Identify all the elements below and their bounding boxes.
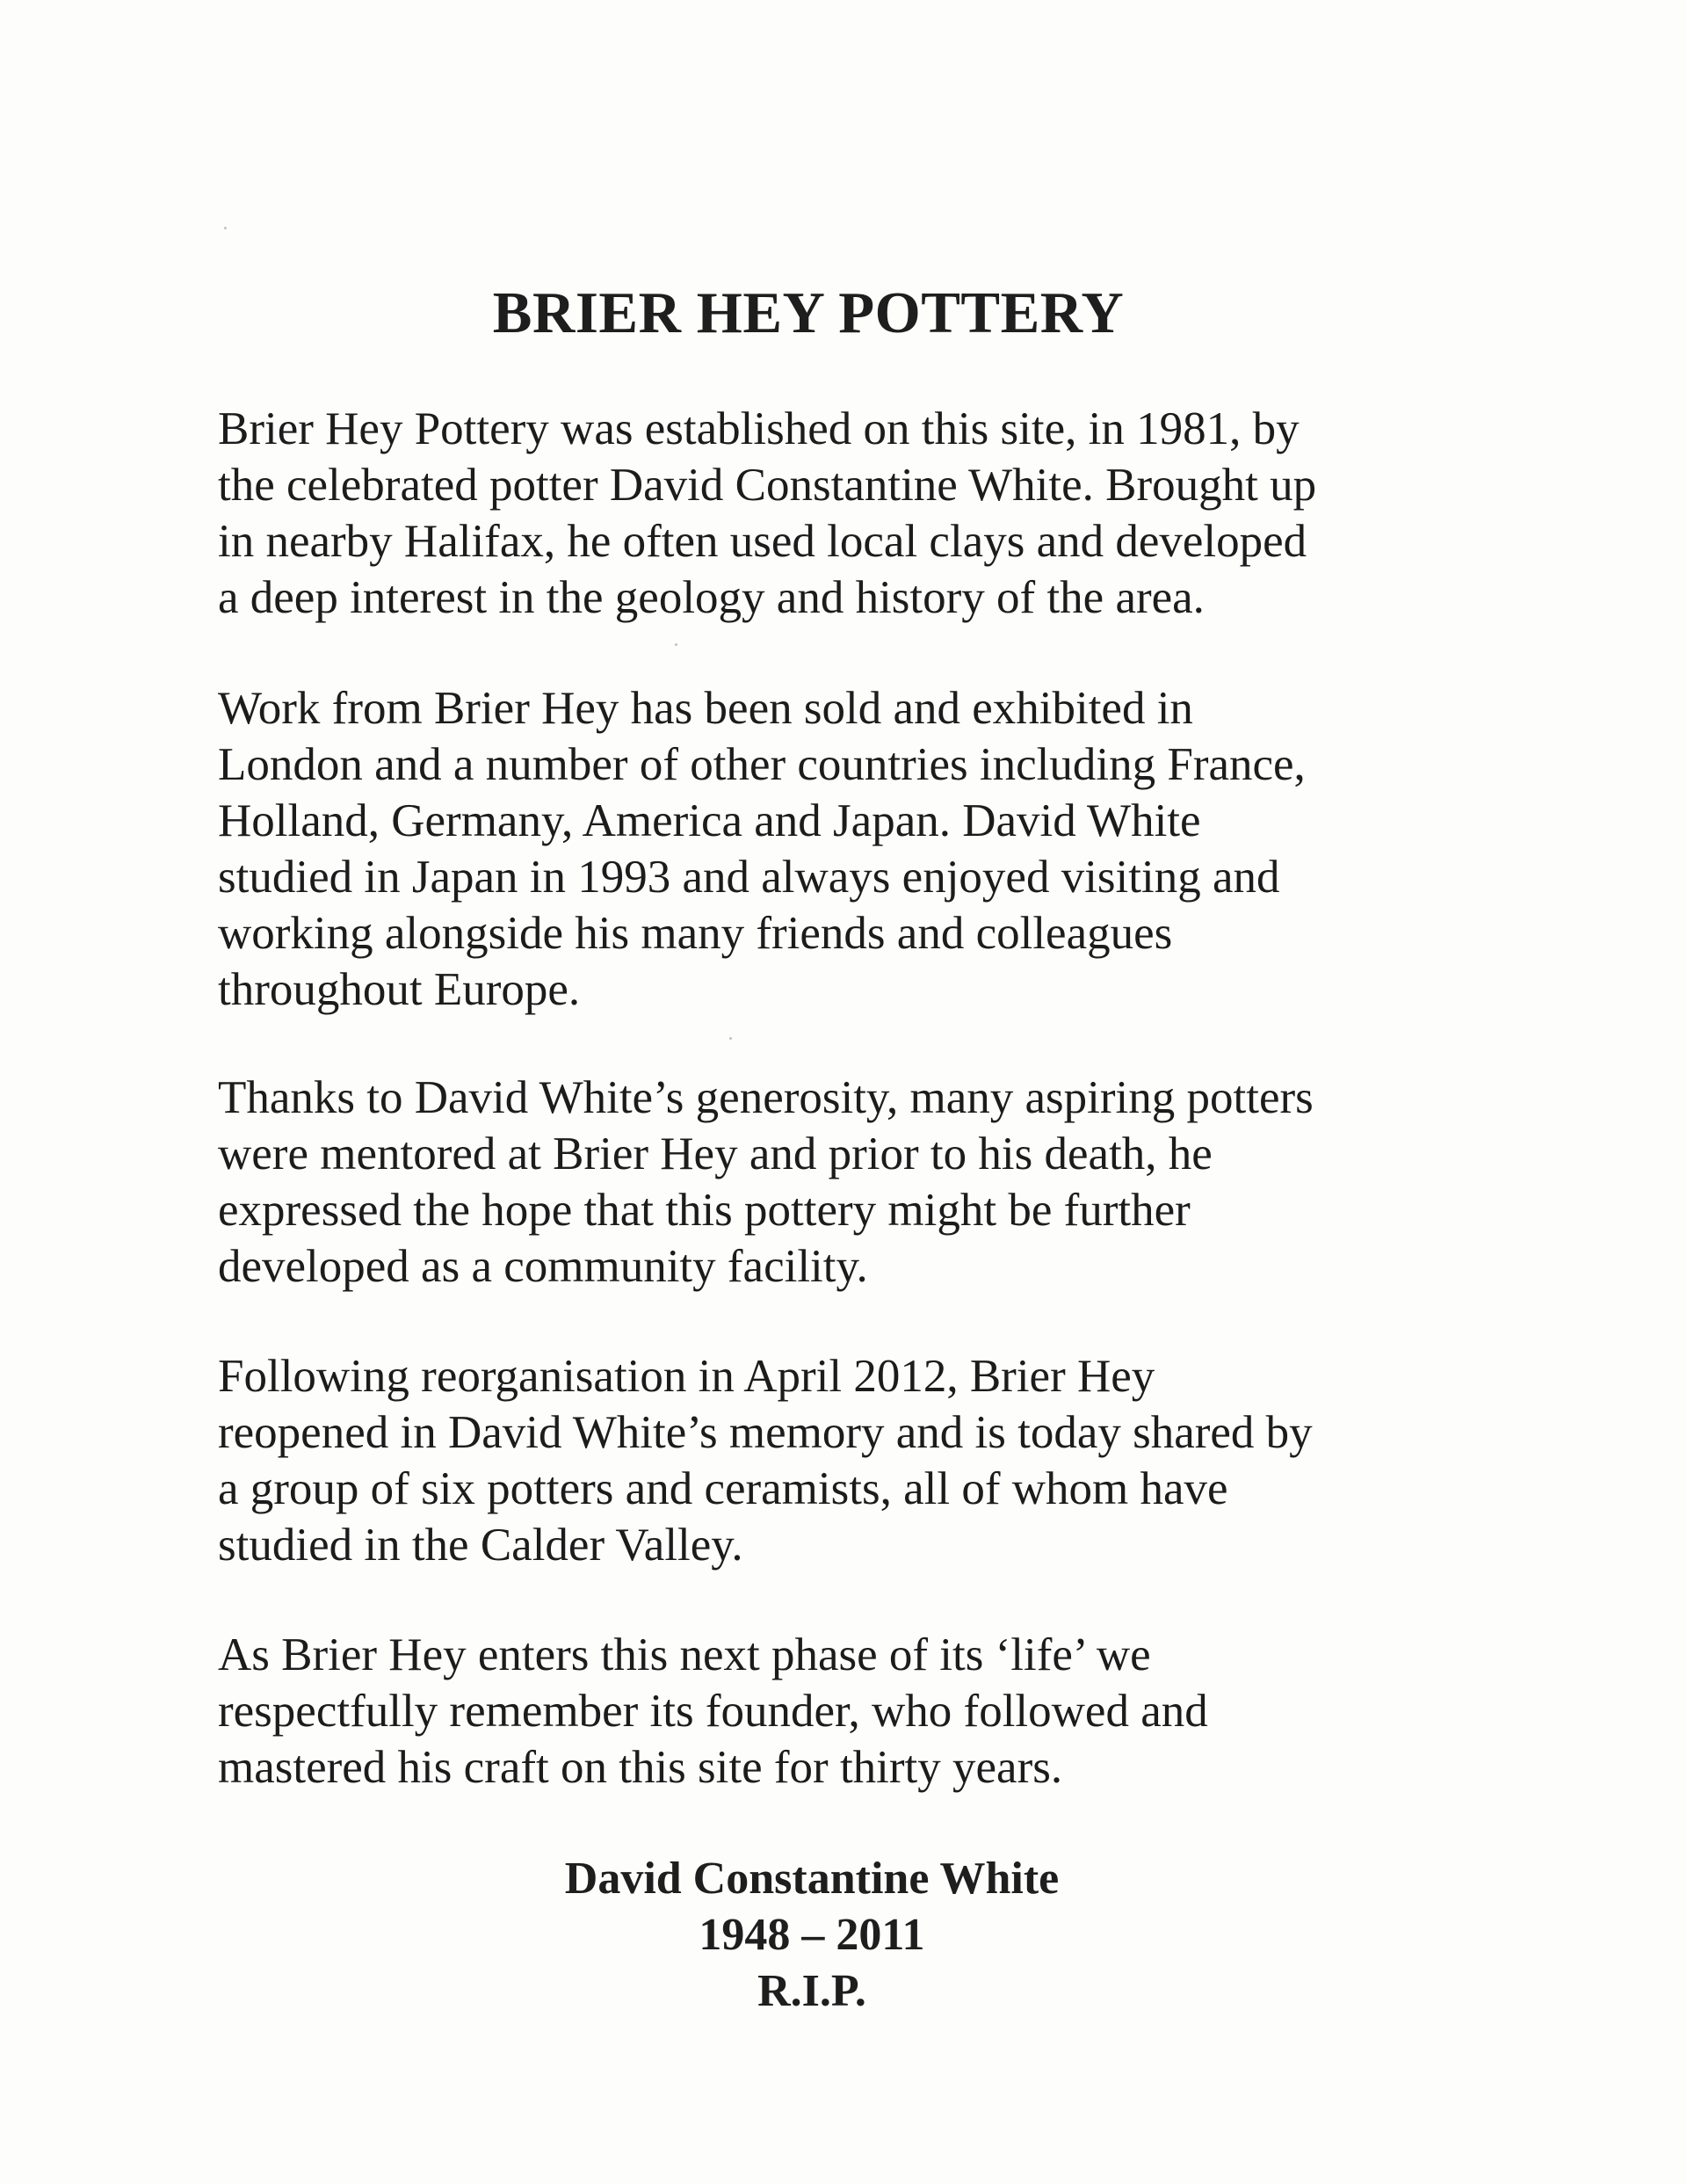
text-line: reopened in David White’s memory and is today shared by [218, 1407, 1313, 1458]
memorial-name: David Constantine White [564, 1854, 1060, 1904]
text-line: a group of six potters and ceramists, all of whom have [218, 1463, 1228, 1514]
text-line: working alongside his many friends and colleagues [218, 908, 1173, 959]
text-line: in nearby Halifax, he often used local clays and developed [218, 516, 1307, 567]
text-line: the celebrated potter David Constantine White. Brought up [218, 460, 1317, 511]
text-line: studied in the Calder Valley. [218, 1520, 743, 1571]
memorial-dates: 1948 – 2011 [699, 1910, 925, 1960]
memorial-closing: R.I.P. [757, 1966, 866, 2016]
text-line: studied in Japan in 1993 and always enjoyed visiting and [218, 852, 1280, 903]
text-line: Following reorganisation in April 2012, Brier Hey [218, 1351, 1155, 1402]
text-line: As Brier Hey enters this next phase of its ‘life’ we [218, 1629, 1151, 1680]
text-line: respectfully remember its founder, who followed and [218, 1686, 1208, 1737]
scan-speck [729, 1037, 732, 1040]
scan-speck [224, 227, 227, 229]
text-line: Thanks to David White’s generosity, many aspiring potters [218, 1072, 1314, 1123]
text-line: developed as a community facility. [218, 1241, 868, 1292]
text-line: Work from Brier Hey has been sold and exhibited in [218, 683, 1193, 734]
text-line: Brier Hey Pottery was established on this site, in 1981, by [218, 403, 1300, 454]
text-line: were mentored at Brier Hey and prior to his death, he [218, 1128, 1213, 1179]
scan-speck [675, 643, 677, 646]
text-line: throughout Europe. [218, 964, 581, 1015]
text-line: expressed the hope that this pottery might be further [218, 1185, 1191, 1236]
text-line: Holland, Germany, America and Japan. David White [218, 795, 1201, 846]
document-title: BRIER HEY POTTERY [492, 280, 1125, 345]
text-line: a deep interest in the geology and history of the area. [218, 572, 1205, 623]
text-line: London and a number of other countries including France, [218, 739, 1306, 790]
text-line: mastered his craft on this site for thirty years. [218, 1742, 1063, 1793]
